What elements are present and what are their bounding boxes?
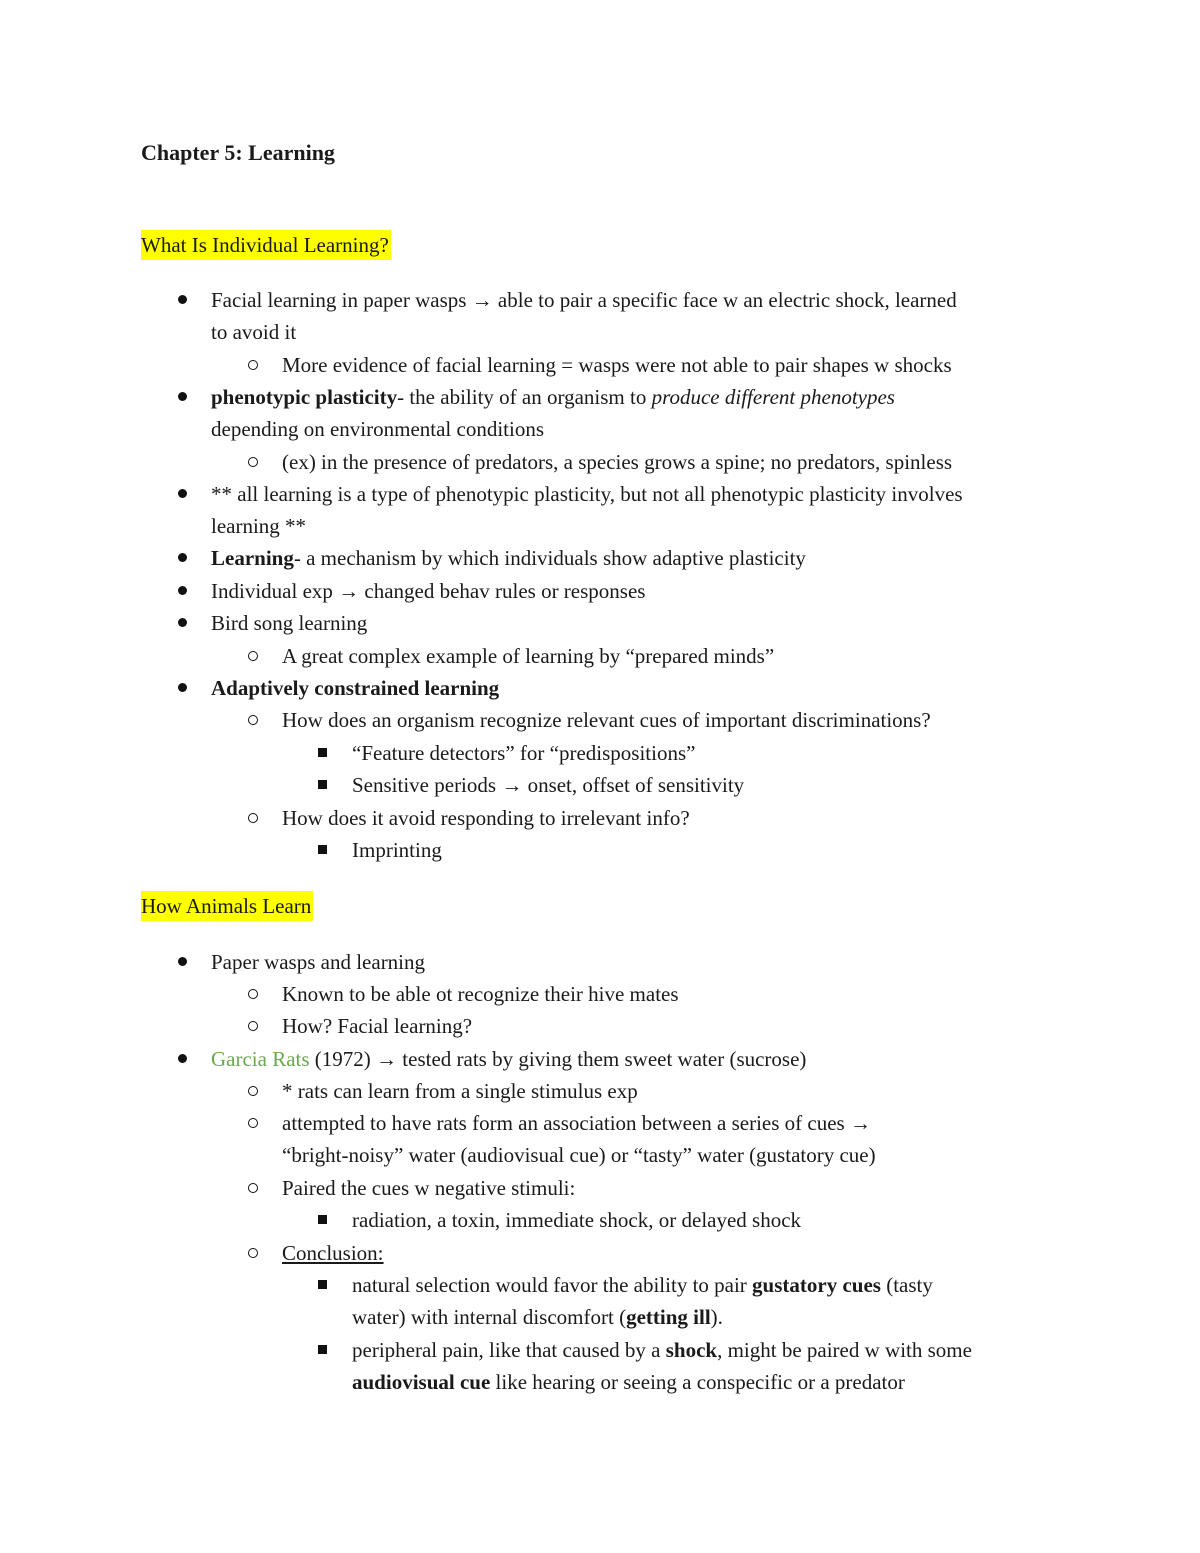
bullet-dot-icon [178, 478, 187, 510]
conclusion-text: peripheral pain, like that caused by a [352, 1338, 666, 1362]
section-heading-how-animals-learn: How Animals Learn [141, 891, 313, 921]
list-item: Bird song learning [211, 611, 368, 635]
term-learning: Learning [211, 546, 294, 570]
list-item [211, 542, 806, 574]
term-shock: shock [665, 1338, 718, 1362]
list-item: ** all learning is a type of phenotypic plasticity, but not all phenotypic plasticity involves [211, 482, 963, 506]
garcia-rats-link[interactable]: Garcia Rats [211, 1047, 310, 1071]
conclusion-text: , might be paired w with some [717, 1338, 972, 1362]
list-item-continuation: learning ** [211, 514, 307, 538]
sub-list-item: (ex) in the presence of predators, a species grows a spine; no predators, spinless [282, 450, 953, 474]
bullet-square-icon [318, 737, 327, 769]
bullet-square-icon [318, 1334, 327, 1366]
bullet-square-icon [318, 1269, 327, 1301]
list-item: Paper wasps and learning [211, 950, 426, 974]
bullet-square-icon [318, 834, 327, 866]
page-title: Chapter 5: Learning [141, 140, 335, 165]
sub-sub-list-item [352, 1334, 972, 1366]
bullet-circle-icon [248, 1075, 258, 1107]
sub-sub-list-item [352, 1269, 933, 1301]
sub-sub-list-item: radiation, a toxin, immediate shock, or delayed shock [352, 1208, 802, 1232]
conclusion-text: (tasty [880, 1273, 933, 1297]
sub-list-item: A great complex example of learning by “prepared minds” [282, 644, 775, 668]
sub-list-item: More evidence of facial learning = wasps were not able to pair shapes w shocks [282, 353, 952, 377]
sub-sub-list-item: Imprinting [352, 838, 442, 862]
sub-list-item: Known to be able ot recognize their hive mates [282, 982, 679, 1006]
list-item-text: (1972) → tested rats by giving them sweet water (sucrose) [309, 1047, 807, 1071]
bullet-circle-icon [248, 1010, 258, 1042]
conclusion-label: Conclusion: [282, 1241, 384, 1265]
sub-list-item: How does it avoid responding to irrelevant info? [282, 806, 690, 830]
bullet-circle-icon [248, 1237, 258, 1269]
bullet-circle-icon [248, 978, 258, 1010]
bullet-dot-icon [178, 381, 187, 413]
bullet-dot-icon [178, 946, 187, 978]
sub-list-item: How? Facial learning? [282, 1014, 473, 1038]
bullet-circle-icon [248, 640, 258, 672]
list-item [211, 1043, 806, 1075]
bullet-circle-icon [248, 1107, 258, 1139]
conclusion-text: ). [710, 1305, 723, 1329]
bullet-square-icon [318, 769, 327, 801]
sub-sub-list-item-continuation [352, 1366, 905, 1398]
definition-text: - the ability of an organism to [397, 385, 652, 409]
bullet-circle-icon [248, 802, 258, 834]
sub-sub-list-item: Sensitive periods → onset, offset of sensitivity [352, 773, 745, 797]
list-item-continuation: depending on environmental conditions [211, 417, 545, 441]
bullet-dot-icon [178, 1043, 187, 1075]
bullet-dot-icon [178, 607, 187, 639]
list-item: Facial learning in paper wasps → able to pair a specific face w an electric shock, learned [211, 288, 957, 312]
term-gustatory-cues: gustatory cues [752, 1273, 881, 1297]
bullet-square-icon [318, 1204, 327, 1236]
sub-list-item-continuation: “bright-noisy” water (audiovisual cue) or “tasty” water (gustatory cue) [282, 1143, 876, 1167]
bullet-circle-icon [248, 446, 258, 478]
term-phenotypic-plasticity: phenotypic plasticity [211, 385, 398, 409]
sub-list-item: Paired the cues w negative stimuli: [282, 1176, 576, 1200]
sub-list-item: attempted to have rats form an association between a series of cues → [282, 1111, 871, 1135]
bullet-circle-icon [248, 349, 258, 381]
bullet-dot-icon [178, 672, 187, 704]
list-item [211, 381, 895, 413]
conclusion-text: like hearing or seeing a conspecific or a predator [490, 1370, 905, 1394]
definition-text: - a mechanism by which individuals show adaptive plasticity [293, 546, 806, 570]
conclusion-text: natural selection would favor the ability to pair [352, 1273, 753, 1297]
term-audiovisual-cue: audiovisual cue [352, 1370, 491, 1394]
list-item-continuation: to avoid it [211, 320, 297, 344]
bullet-circle-icon [248, 1172, 258, 1204]
sub-sub-list-item: “Feature detectors” for “predispositions” [352, 741, 696, 765]
sub-list-item: * rats can learn from a single stimulus exp [282, 1079, 638, 1103]
section-heading-individual-learning: What Is Individual Learning? [141, 230, 391, 260]
list-item: Individual exp → changed behav rules or responses [211, 579, 646, 603]
italic-phrase: produce different phenotypes [651, 385, 895, 409]
bullet-dot-icon [178, 542, 187, 574]
sub-list-item: How does an organism recognize relevant cues of important discriminations? [282, 708, 931, 732]
conclusion-text: water) with internal discomfort ( [352, 1305, 627, 1329]
term-getting-ill: getting ill [626, 1305, 711, 1329]
term-adaptively-constrained-learning: Adaptively constrained learning [211, 676, 500, 700]
bullet-circle-icon [248, 704, 258, 736]
sub-sub-list-item-continuation [352, 1301, 723, 1333]
bullet-dot-icon [178, 575, 187, 607]
list-item [211, 672, 499, 704]
bullet-dot-icon [178, 284, 187, 316]
